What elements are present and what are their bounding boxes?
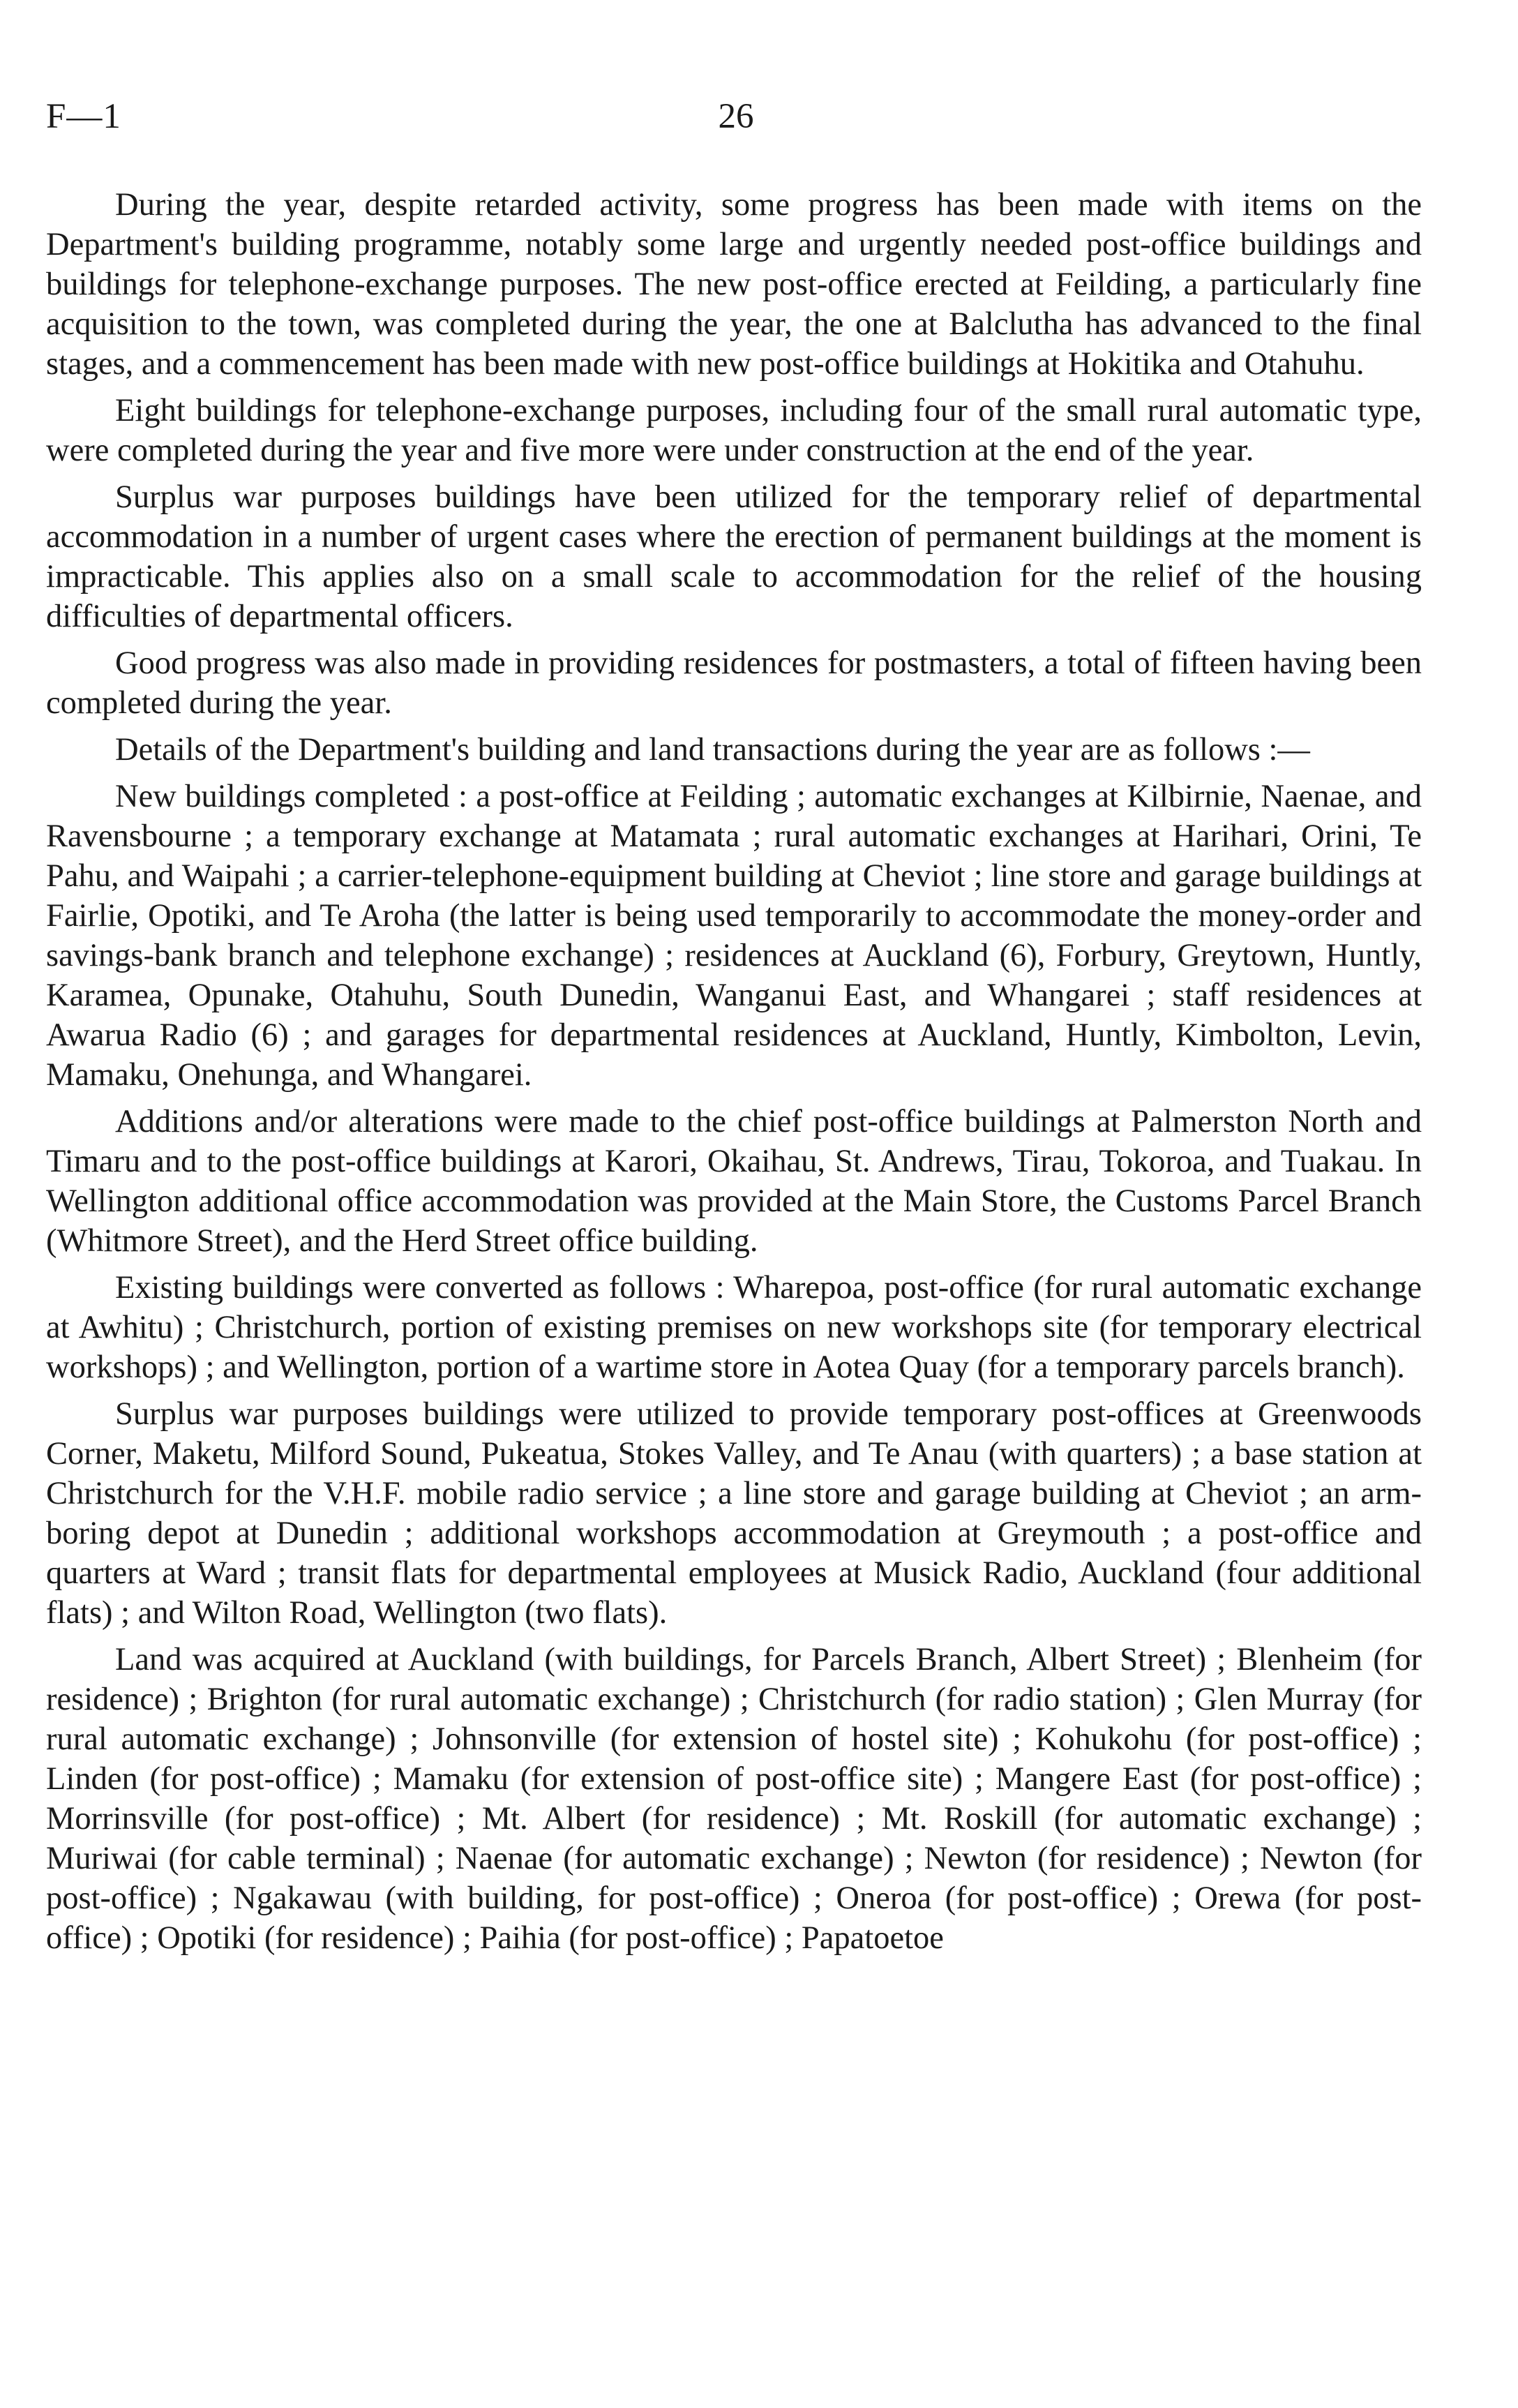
page-number: 26 — [718, 97, 754, 136]
paragraph: Details of the Department's building and land transactions during the year are as follows :— — [115, 732, 1310, 768]
page-header — [46, 96, 1472, 145]
document-reference: F—1 — [46, 97, 121, 136]
body-text — [46, 185, 1422, 1965]
paragraph: New buildings completed : a post-office at Feilding ; automatic exchanges at Kilbirnie, Naenae, and Ravensbourne ; a temporary exchange at Matamata ; rural automatic exchanges at Harihari, Orini, Te Pahu, and Waipahi ; a carrier-telephone-equipment building at Cheviot ; line store and garage buildings at Fairlie, Opotiki, and Te Aroha (the latter is being used temporarily to accommodate the money-order and savings-bank branch and telephone exchange) ; residences at Auckland (6), Forbury, Greytown, Huntly, Karamea, Opunake, Otahuhu, South Dunedin, Wanganui East, and Whangarei ; staff residences at Awarua Radio (6) ; and garages for departmental residences at Auckland, Huntly, Kimbolton, Levin, Mamaku, Onehunga, and Whangarei. — [46, 779, 1422, 1093]
paragraph: Existing buildings were converted as follows : Wharepoa, post-office (for rural automatic exchange at Awhitu) ; Christchurch, portion of existing premises on new workshops site (for temporary electrical workshops) ; and Wellington, portion of a wartime store in Aotea Quay (for a temporary parcels branch). — [46, 1270, 1422, 1385]
paragraph: Good progress was also made in providing residences for postmasters, a total of fifteen having been completed during the year. — [46, 645, 1422, 721]
paragraph: Additions and/or alterations were made to the chief post-office buildings at Palmerston North and Timaru and to the post-office buildings at Karori, Okaihau, St. Andrews, Tirau, Tokoroa, and Tuakau. In Wellington additional office accommodation was provided at the Main Store, the Customs Parcel Branch (Whitmore Street), and the Herd Street office building. — [46, 1104, 1422, 1259]
paragraph: Land was acquired at Auckland (with buildings, for Parcels Branch, Albert Street) ; Blenheim (for residence) ; Brighton (for rural automatic exchange) ; Christchurch (for radio station) ; Glen Murray (for rural automatic exchange) ; Johnsonville (for extension of hostel site) ; Kohukohu (for post-office) ; Linden (for post-office) ; Mamaku (for extension of post-office site) ; Mangere East (for post-office) ; Morrinsville (for post-office) ; Mt. Albert (for residence) ; Mt. Roskill (for automatic exchange) ; Muriwai (for cable terminal) ; Naenae (for automatic exchange) ; Newton (for residence) ; Newton (for post-office) ; Ngakawau (with building, for post-office) ; Oneroa (for post-office) ; Orewa (for post-office) ; Opotiki (for residence) ; Paihia (for post-office) ; Papatoetoe — [46, 1642, 1422, 1956]
paragraph: During the year, despite retarded activity, some progress has been made with items on the Department's building programme, notably some large and urgently needed post-office buildings and buildings for telephone-exchange purposes. The new post-office erected at Feilding, a particularly fine acquisition to the town, was completed during the year, the one at Balclutha has advanced to the final stages, and a commencement has been made with new post-office buildings at Hokitika and Otahuhu. — [46, 187, 1422, 382]
paragraph: Surplus war purposes buildings have been utilized for the temporary relief of departmental accommodation in a number of urgent cases where the erection of permanent buildings at the moment is impracticable. This applies also on a small scale to accommodation for the relief of the housing difficulties of departmental officers. — [46, 479, 1422, 634]
paragraph: Surplus war purposes buildings were utilized to provide temporary post-offices at Greenwoods Corner, Maketu, Milford Sound, Pukeatua, Stokes Valley, and Te Anau (with quarters) ; a base station at Christchurch for the V.H.F. mobile radio service ; a line store and garage building at Cheviot ; an arm-boring depot at Dunedin ; additional workshops accommodation at Greymouth ; a post-office and quarters at Ward ; transit flats for departmental employees at Musick Radio, Auckland (four additional flats) ; and Wilton Road, Wellington (two flats). — [46, 1396, 1422, 1631]
paragraph: Eight buildings for telephone-exchange purposes, including four of the small rural automatic type, were completed during the year and five more were under construction at the end of the year. — [46, 393, 1422, 468]
